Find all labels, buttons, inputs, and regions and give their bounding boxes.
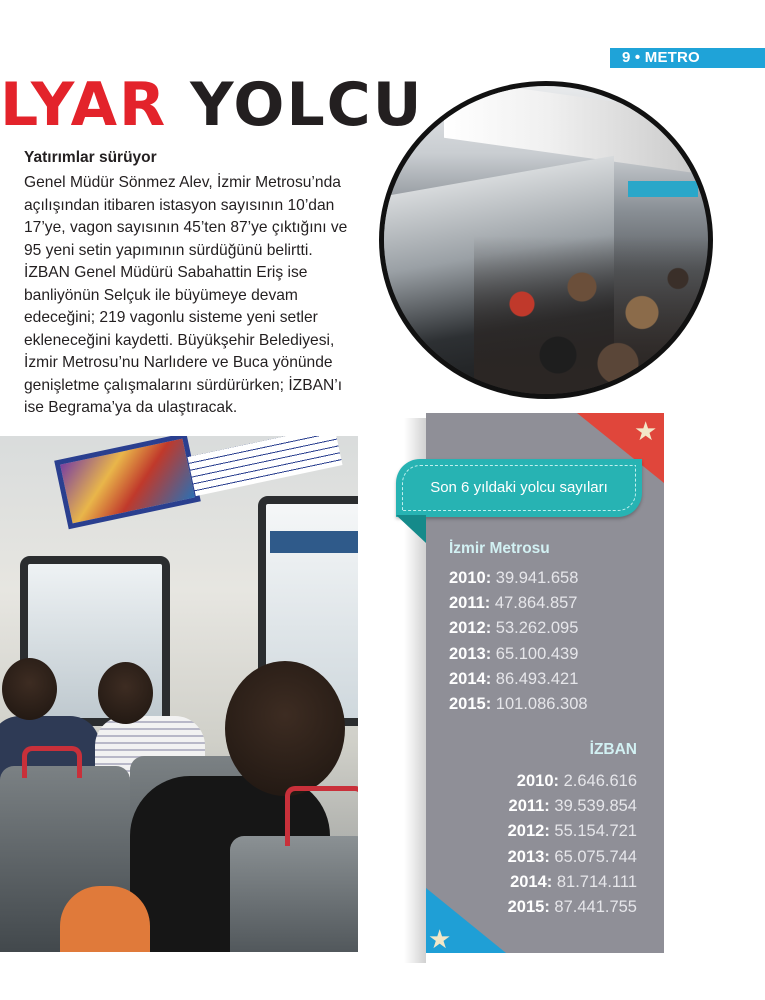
article-line: Genel Müdür Sönmez Alev, İzmir Metrosu’nda bbox=[24, 174, 341, 191]
headline-red-part: LYAR bbox=[0, 70, 168, 140]
stat-value: 2.646.616 bbox=[563, 772, 637, 790]
photo-seat bbox=[230, 836, 358, 952]
stat-year: 2011: bbox=[449, 594, 491, 613]
article-line: edeceğini; 219 vagonlu sisteme yeni setler bbox=[24, 309, 318, 326]
stat-value: 65.100.439 bbox=[495, 644, 579, 663]
headline bbox=[0, 70, 423, 140]
article-line: İzmir Metrosu’nu Narlıdere ve Buca yönünde bbox=[24, 354, 333, 371]
photo-seat-handle bbox=[285, 786, 358, 846]
section-tab bbox=[610, 48, 765, 68]
photo-ceiling bbox=[444, 81, 704, 174]
article-line: ekleneceğini kaydetti. Büyükşehir Belediyesi, bbox=[24, 331, 335, 349]
stat-row bbox=[449, 667, 588, 692]
photo-passenger-head bbox=[2, 658, 57, 720]
stat-row bbox=[449, 642, 588, 667]
stat-year: 2014: bbox=[510, 872, 553, 891]
photo-notice-board bbox=[187, 436, 342, 496]
stat-row bbox=[470, 819, 637, 844]
stat-row bbox=[449, 591, 588, 616]
stat-year: 2010: bbox=[516, 772, 559, 790]
stat-value: 39.941.658 bbox=[495, 569, 579, 587]
stat-year: 2011: bbox=[508, 797, 550, 816]
stat-value: 81.714.111 bbox=[556, 872, 637, 891]
stat-year: 2015: bbox=[449, 695, 492, 714]
star-icon: ★ bbox=[634, 416, 658, 446]
metro-stats-list bbox=[449, 566, 588, 717]
photo-station-sign bbox=[628, 181, 698, 197]
article-line: genişletme çalışmalarını sürdürürken; İZBAN’ı bbox=[24, 376, 343, 394]
metro-stats-title: İzmir Metrosu bbox=[449, 540, 550, 557]
headline-dark-part: YOLCU bbox=[190, 70, 424, 140]
photo-seat-handle bbox=[22, 746, 82, 778]
stat-row bbox=[470, 895, 637, 920]
info-ribbon-title: Son 6 yıldaki yolcu sayıları bbox=[430, 479, 608, 496]
stat-value: 101.086.308 bbox=[495, 695, 588, 714]
article-line: İZBAN Genel Müdürü Sabahattin Eriş ise bbox=[24, 264, 308, 281]
stat-year: 2013: bbox=[449, 644, 492, 663]
train-interior-photo bbox=[0, 436, 358, 952]
stat-value: 65.075.744 bbox=[554, 847, 637, 866]
stat-row bbox=[449, 616, 588, 641]
article-body bbox=[24, 172, 369, 420]
photo-window-sign bbox=[270, 531, 358, 553]
stat-value: 87.441.755 bbox=[554, 898, 637, 917]
izban-stats-list bbox=[470, 769, 637, 920]
star-icon: ★ bbox=[428, 924, 452, 954]
stat-year: 2012: bbox=[507, 822, 550, 841]
photo-passenger-head bbox=[98, 662, 153, 724]
section-label: METRO bbox=[644, 49, 700, 66]
article-line: 17’ye, vagon sayısının 45’ten 87’ye çıktığını ve bbox=[24, 219, 348, 236]
stat-year: 2012: bbox=[449, 619, 492, 638]
stat-value: 53.262.095 bbox=[495, 619, 579, 638]
stat-value: 47.864.857 bbox=[494, 594, 578, 613]
stat-value: 39.539.854 bbox=[554, 797, 637, 816]
stat-row bbox=[470, 845, 637, 870]
stat-year: 2015: bbox=[507, 898, 550, 917]
stat-value: 55.154.721 bbox=[554, 822, 637, 841]
article-line: 95 yeni setin yapımının sürdüğünü belirtti. bbox=[24, 241, 313, 259]
photo-passenger-woman-head bbox=[225, 661, 345, 796]
stat-year: 2010: bbox=[449, 569, 492, 587]
metro-crowd-photo bbox=[379, 81, 713, 399]
photo-passenger-bag bbox=[60, 886, 150, 952]
article-line: banliyönün Selçuk ile büyümeye devam bbox=[24, 286, 298, 304]
stat-row bbox=[449, 566, 588, 591]
article-line: açılışından itibaren istasyon sayısının 10’dan bbox=[24, 196, 335, 214]
page-number: 9 bbox=[622, 49, 631, 66]
stat-row bbox=[470, 794, 637, 819]
stat-year: 2013: bbox=[507, 847, 550, 866]
izban-stats-title: İZBAN bbox=[589, 741, 637, 758]
stat-row bbox=[470, 870, 637, 895]
stat-row bbox=[470, 769, 637, 794]
stat-value: 86.493.421 bbox=[495, 669, 579, 688]
section-separator: • bbox=[634, 49, 641, 66]
stat-year: 2014: bbox=[449, 669, 492, 688]
article-subheading: Yatırımlar sürüyor bbox=[24, 149, 157, 166]
photo-poster bbox=[54, 436, 201, 529]
stat-row bbox=[449, 692, 588, 717]
article-line: ise Begrama’ya da ulaştıracak. bbox=[24, 399, 238, 416]
photo-crowd bbox=[474, 236, 713, 399]
